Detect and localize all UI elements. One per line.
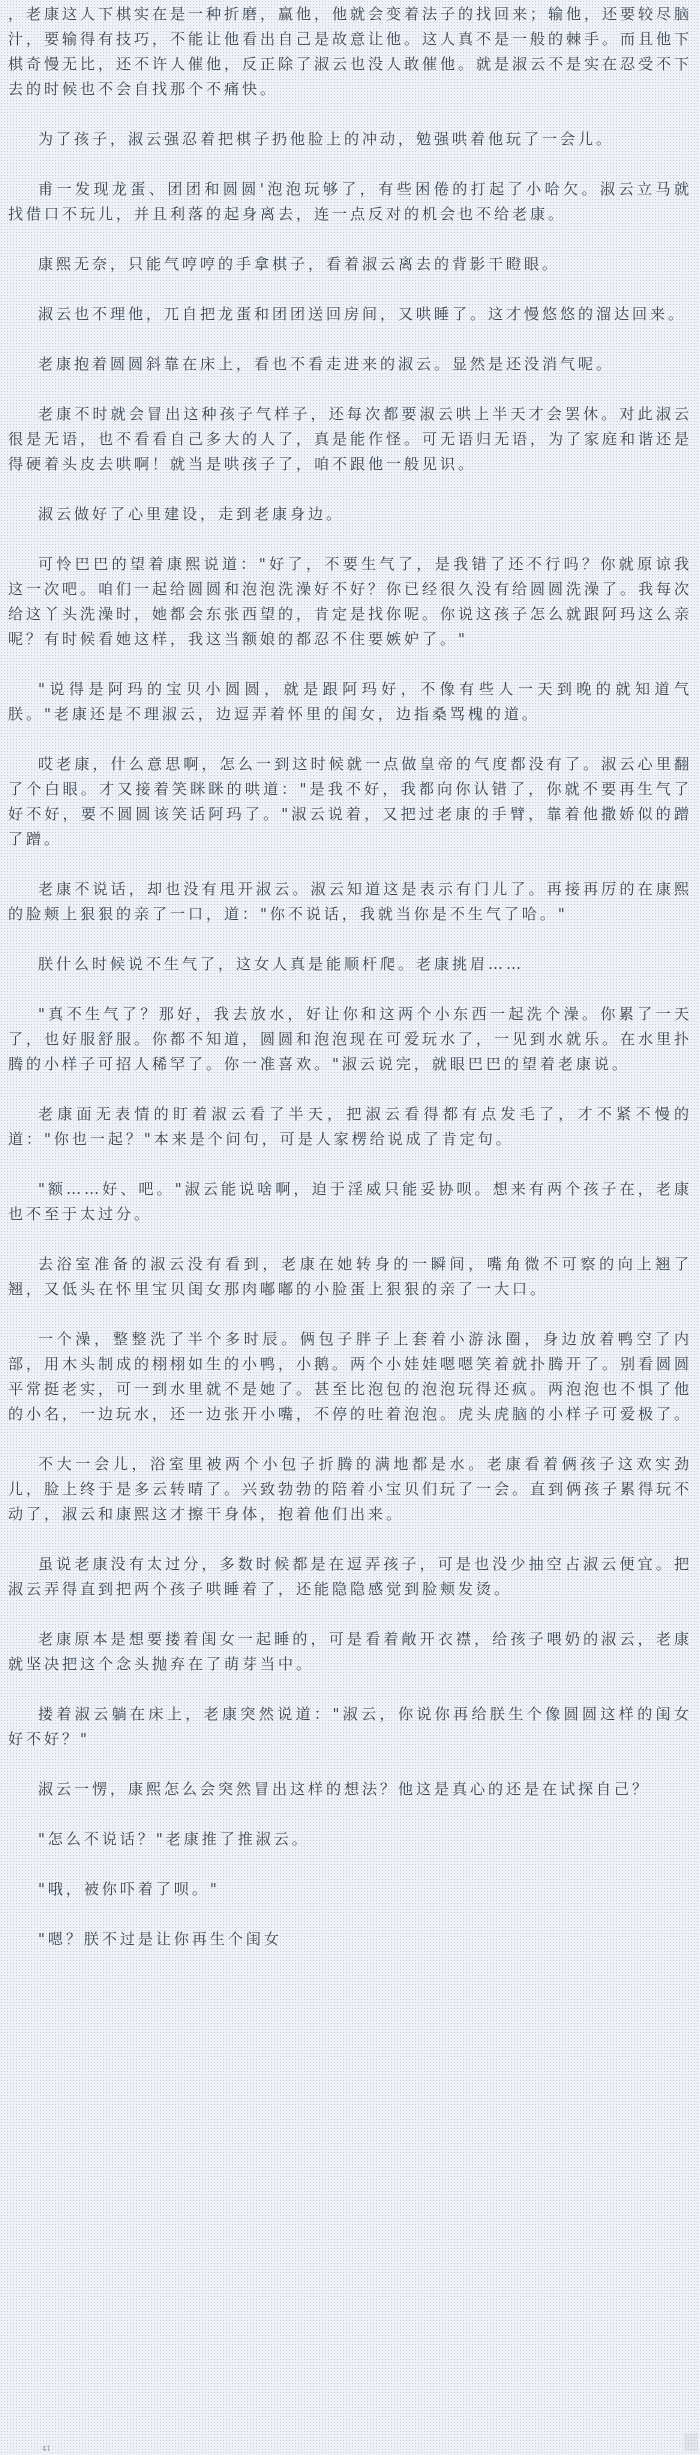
paragraph: 为了孩子，淑云强忍着把棋子扔他脸上的冲动，勉强哄着他玩了一会儿。	[38, 130, 615, 148]
paragraph: "哦，被你吓着了呗。"	[38, 1880, 220, 1898]
paragraph: 去浴室准备的淑云没有看到，老康在她转身的一瞬间，嘴角微不可察的向上翘了翘，又低头在怀里宝贝闺女那肉嘟嘟的小脸蛋上狠狠的亲了一大口。	[8, 1255, 692, 1298]
paragraph: 淑云也不理他，兀自把龙蛋和团团送回房间，又哄睡了。这才慢悠悠的溜达回来。	[38, 305, 687, 323]
paragraph: ，老康这人下棋实在是一种折磨，赢他，他就会变着法子的找回来；输他，还要较尽脑汁，要输得有技巧，不能让他看出自己是故意让他。这人真不是一般的棘手。而且他下棋奇慢无比，还不许人催他，反正除了淑云也没人敢催他。就是淑云不是实在忍受不下去的时候也不会自找那个不痛快。	[8, 5, 693, 98]
paragraph: "说得是阿玛的宝贝小圆圆，就是跟阿玛好，不像有些人一天到晚的就知道气朕。"老康还是不理淑云，边逗弄着怀里的闺女，边指桑骂槐的道。	[8, 680, 692, 723]
paragraph: 甫一发现龙蛋、团团和圆圆'泡泡玩够了，有些困倦的打起了小哈欠。淑云立马就找借口不玩儿，并且利落的起身离去，连一点反对的机会也不给老康。	[8, 180, 692, 223]
scan-edge-mark	[684, 2433, 698, 2451]
paragraph: 可怜巴巴的望着康熙说道："好了，不要生气了，是我错了还不行吗？你就原谅我这一次吧。咱们一起给圆圆和泡泡洗澡好不好？你已经很久没有给圆圆洗澡了。我每次给这丫头洗澡时，她都会东张西望的，肯定是找你呢。你说这孩子怎么就跟阿玛这么亲呢？有时候看她这样，我这当额娘的都忍不住要嫉妒了。"	[8, 555, 693, 648]
paragraph: 康熙无奈，只能气哼哼的手拿棋子，看着淑云离去的背影干瞪眼。	[38, 255, 561, 273]
paragraph: 淑云一愣，康熙怎么会突然冒出这样的想法？他这是真心的还是在试探自己？	[38, 1780, 651, 1798]
paragraph: 老康抱着圆圆斜靠在床上，看也不看走进来的淑云。显然是还没消气呢。	[38, 355, 615, 373]
paragraph: 一个澡，整整洗了半个多时辰。俩包子胖子上套着小游泳圈，身边放着鸭空了内部，用木头制成的栩栩如生的小鸭，小鹅。两个小娃娃嗯嗯笑着就扑腾开了。别看圆圆平常挺老实，可一到水里就不是她了。甚至比泡包的泡泡玩得还疯。两泡泡也不惧了他的小名，一边玩水，还一边张开小嘴，不停的吐着泡泡。虎头虎脑的小样子可爱极了。	[8, 1330, 693, 1423]
paragraph: 虽说老康没有太过分，多数时候都是在逗弄孩子，可是也没少抽空占淑云便宜。把淑云弄得直到把两个孩子哄睡着了，还能隐隐感觉到脸颊发烫。	[8, 1555, 692, 1598]
paragraph: "怎么不说话？"老康推了推淑云。	[38, 1830, 310, 1848]
paragraph: 哎老康，什么意思啊，怎么一到这时候就一点做皇帝的气度都没有了。淑云心里翻了个白眼。才又接着笑眯眯的哄道："是我不好，我都向你认错了，你就不要再生气了好不好，要不圆圆该笑话阿玛了。"淑云说着，又把过老康的手臂，靠着他撒娇似的蹭了蹭。	[8, 755, 692, 848]
page-marker: 41	[42, 2445, 51, 2453]
paragraph: "嗯？朕不过是让你再生个闺女	[38, 1930, 282, 1948]
paragraph: 朕什么时候说不生气了，这女人真是能顺杆爬。老康挑眉……	[38, 955, 525, 973]
paragraph: 淑云做好了心里建设，走到老康身边。	[38, 505, 345, 523]
paragraph: 不大一会儿，浴室里被两个小包子折腾的满地都是水。老康看着俩孩子这欢实劲儿，脸上终于是多云转晴了。兴致勃勃的陪着小宝贝们玩了一会。直到俩孩子累得玩不动了，淑云和康熙这才擦干身体，抱着他们出来。	[8, 1455, 693, 1523]
paragraph: "额……好、吧。"淑云能说啥啊，迫于淫威只能妥协呗。想来有两个孩子在，老康也不至于太过分。	[8, 1180, 692, 1223]
paragraph: 老康不时就会冒出这种孩子气样子，还每次都要淑云哄上半天才会罢休。对此淑云很是无语，也不看看自己多大的人了，真是能作怪。可无语归无语，为了家庭和谐还是得硬着头皮去哄啊！就当是哄孩子了，咱不跟他一般见识。	[8, 405, 693, 473]
paragraph: 老康原本是想要搂着闺女一起睡的，可是看着敞开衣襟，给孩子喂奶的淑云，老康就坚决把这个念头抛弃在了萌芽当中。	[8, 1630, 692, 1673]
paragraph: 老康不说话，却也没有甩开淑云。淑云知道这是表示有门儿了。再接再厉的在康熙的脸颊上狠狠的亲了一口，道："你不说话，我就当你是不生气了哈。"	[8, 880, 692, 923]
paragraph: "真不生气了？那好，我去放水，好让你和这两个小东西一起洗个澡。你累了一天了，也好服舒服。你都不知道，圆圆和泡泡现在可爱玩水了，一见到水就乐。在水里扑腾的小样子可招人稀罕了。你一准喜欢。"淑云说完，就眼巴巴的望着老康说。	[8, 1005, 693, 1073]
paragraph: 老康面无表情的盯着淑云看了半天，把淑云看得都有点发毛了，才不紧不慢的道："你也一起？"本来是个问句，可是人家楞给说成了肯定句。	[8, 1105, 692, 1148]
paragraph: 搂着淑云躺在床上，老康突然说道："淑云，你说你再给朕生个像圆圆这样的闺女好不好？"	[8, 1705, 692, 1748]
